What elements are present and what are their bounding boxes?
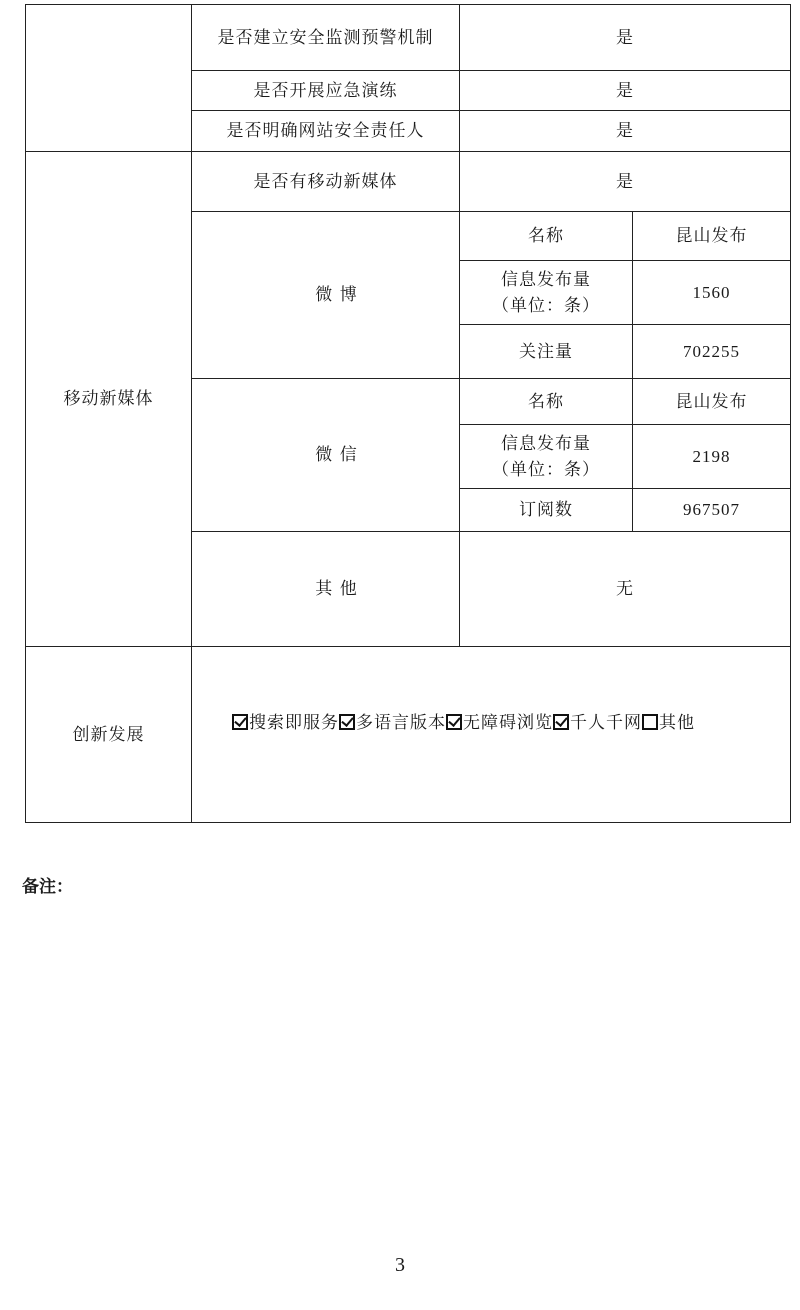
checkbox-icon[interactable] [339,714,355,730]
row-value: 是 [460,111,791,152]
wechat-name-value: 昆山发布 [633,379,791,425]
row-value: 是 [460,5,791,71]
option-accessibility[interactable] [446,713,553,733]
wechat-subs-label: 订阅数 [460,489,633,532]
table-row [26,647,791,823]
row-value: 是 [460,71,791,111]
weibo-name-label: 名称 [460,212,633,261]
innovation-options [192,647,791,823]
option-label: 其他 [659,712,695,733]
weibo-posts-value: 1560 [633,261,791,325]
option-label: 搜索即服务 [249,712,339,733]
option-label: 无障碍浏览 [463,712,553,733]
row-label: 是否开展应急演练 [192,71,460,111]
table-row [26,5,791,71]
option-personalized[interactable] [553,713,642,733]
weibo-followers-value: 702255 [633,325,791,379]
report-table [25,4,791,823]
innovation-section-label: 创新发展 [26,647,192,823]
weibo-followers-label: 关注量 [460,325,633,379]
checkbox-icon[interactable] [232,714,248,730]
weibo-posts-label: 信息发布量（单位：条） [460,261,633,325]
checkbox-icon[interactable] [553,714,569,730]
options-line [232,710,790,736]
row-label: 是否明确网站安全责任人 [192,111,460,152]
checkbox-icon[interactable] [642,714,658,730]
note-label: 备注： [22,877,73,897]
option-other[interactable] [642,713,695,733]
wechat-posts-value: 2198 [633,425,791,489]
option-label: 千人千网 [570,712,642,733]
weibo-name-value: 昆山发布 [633,212,791,261]
wechat-subs-value: 967507 [633,489,791,532]
page-number: 3 [395,1254,405,1276]
security-section-cell [26,5,192,152]
option-label: 多语言版本 [356,712,446,733]
weibo-label: 微 博 [192,212,460,379]
mobile-section-label: 移动新媒体 [26,152,192,647]
has-mobile-value: 是 [460,152,791,212]
option-search-service[interactable] [232,713,339,733]
other-value: 无 [460,532,791,647]
has-mobile-label: 是否有移动新媒体 [192,152,460,212]
wechat-posts-label: 信息发布量（单位：条） [460,425,633,489]
wechat-name-label: 名称 [460,379,633,425]
wechat-label: 微 信 [192,379,460,532]
table-row [26,152,791,212]
checkbox-icon[interactable] [446,714,462,730]
other-label: 其 他 [192,532,460,647]
option-multilingual[interactable] [339,713,446,733]
row-label: 是否建立安全监测预警机制 [192,5,460,71]
